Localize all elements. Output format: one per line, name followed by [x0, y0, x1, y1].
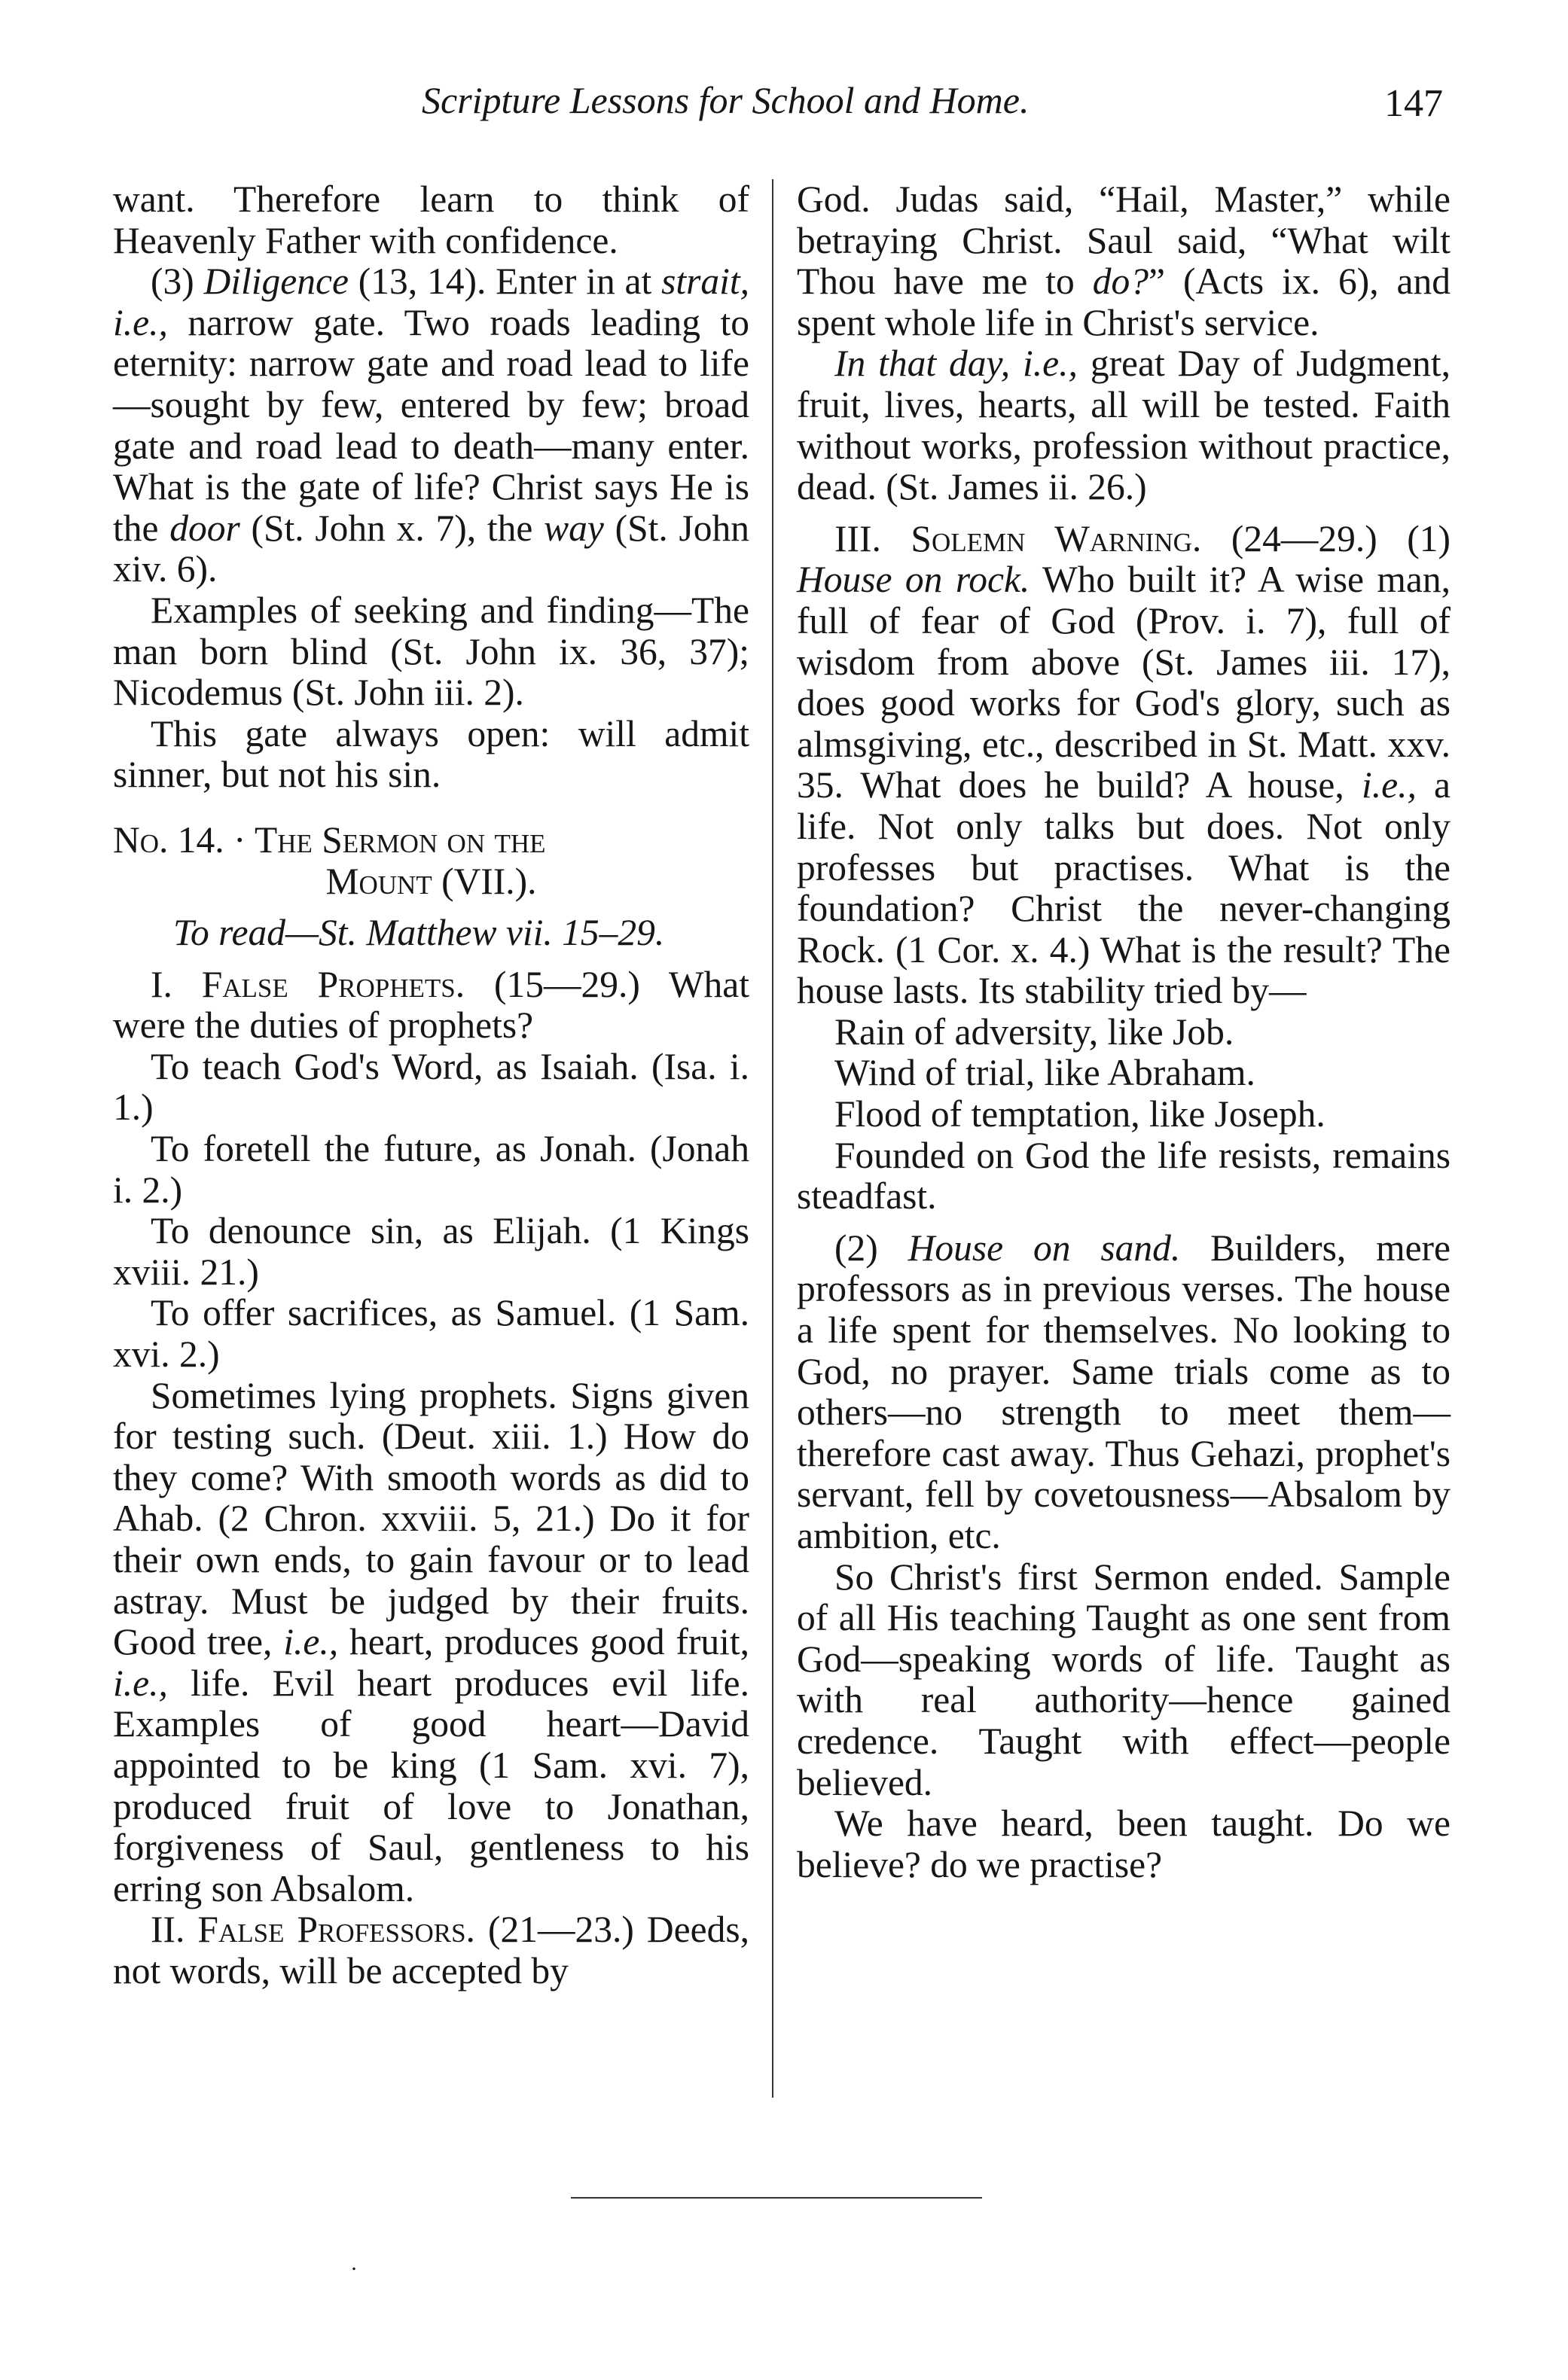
paragraph-closing-question: We have heard, been taught. Do we believe? do we practise? [797, 1803, 1451, 1885]
text: (13, 14). Enter in at [358, 261, 652, 303]
verse-reference: (24—29.) [1231, 517, 1377, 559]
text: heart, produces good fruit, [349, 1621, 750, 1663]
paragraph-intro [113, 179, 749, 261]
paragraph-examples: Examples of seeking and finding—The man born blind (St. John ix. 36, 37); Nicodemus (St. John iii. 2). [113, 589, 749, 714]
trial-item: Flood of temptation, like Joseph. [834, 1093, 1325, 1135]
lesson-heading-line: No. 14. · The Sermon on the [113, 818, 546, 861]
paragraph-gate: This gate always open: will admit sinner, but not his sin. [113, 712, 749, 796]
text: (St. John x. 7), the [251, 507, 533, 549]
to-read-reference: To read—St. Matthew vii. 15–29. [173, 912, 665, 954]
duty-item: To offer sacrifices, as Samuel. (1 Sam. xvi. 2.) [113, 1292, 749, 1376]
text: Builders, mere professors as in previous verses. The house a life spent for themselves. No looking to God, no prayer. Same trials come as to others—no strength to meet them—therefore cast away. Thus Gehazi, prophet's servant, fell by covetousness—Absalom by ambition, etc. [797, 1227, 1451, 1556]
section-heading: III. Solemn Warning. [834, 517, 1202, 559]
text: life. Evil heart produces evil life. Examples of good heart—David appointed to be king (1 Sam. xvi. 7), produced fruit of love to Jonathan, forgiveness of Saul, gentleness to his erring son Absalom. [113, 1662, 749, 1909]
trial-item: Wind of trial, like Abraham. [834, 1052, 1255, 1094]
emphasis: i.e., [1361, 764, 1417, 806]
paragraph-house-on-sand [797, 1228, 1451, 1557]
section-heading: II. False Professors. [151, 1909, 475, 1951]
duty-item: To denounce sin, as Elijah. (1 Kings xviii. 21.) [113, 1210, 749, 1293]
emphasis: In that day, i.e., [834, 343, 1078, 385]
text: Who built it? A wise man, full of fear of God (Prov. i. 7), full of wisdom from above (St. James iii. 17), does good works for God's glory, such as almsgiving, etc., described in St. Matt. xxv. 35. What does he build? A house, [797, 559, 1451, 806]
emphasis: i.e., [113, 1662, 168, 1704]
right-column [797, 179, 1451, 1885]
text: narrow gate. Two roads leading to eternity: narrow gate and road lead to life—sought by few, entered by few; broad gate and road lead to death—many enter. What is the gate of life? Christ says He is the [113, 301, 749, 549]
text: Sometimes lying prophets. Signs given for testing such. (Deut. xiii. 1.) How do they come? With smooth words as did to Ahab. (2 Chron. xxviii. 5, 21.) Do it for their own ends, to gain favour or to lead astray. Must be judged by their fruits. Good tree, [113, 1374, 749, 1663]
verse-reference: (15—29.) [493, 963, 640, 1005]
text: (St. John xiv. 6). [113, 507, 750, 590]
point-title: Diligence [203, 261, 349, 303]
paragraph-continuation [797, 179, 1451, 343]
section-false-professors [113, 1909, 749, 1991]
emphasis: strait, i.e., [113, 261, 749, 343]
point-title: House on rock. [797, 559, 1030, 601]
duty-item: To foretell the future, as Jonah. (Jonah i. 2.) [113, 1128, 749, 1211]
column-divider [772, 179, 773, 2098]
paragraph-judgment [797, 343, 1451, 507]
text: God. Judas said, “Hail, Master,” while betraying Christ. Saul said, “What wilt Thou have me to [797, 178, 1451, 303]
emphasis: door [169, 507, 240, 549]
point-number: (2) [834, 1227, 878, 1269]
trial-item: Rain of adversity, like Job. [834, 1010, 1234, 1053]
bottom-rule [571, 2197, 982, 2199]
trial-item: Founded on God the life resists, remains steadfast. [797, 1134, 1451, 1217]
text: ” (Acts ix. 6), and spent whole life in Christ's service. [797, 261, 1451, 343]
point-title: House on sand. [908, 1227, 1181, 1269]
printer-mark: · [350, 2257, 358, 2281]
paragraph-sermon-ended: So Christ's first Sermon ended. Sample of all His teaching Taught as one sent from God—speaking words of life. Taught as with real authority—hence gained credence. Taught with effect—people believed. [797, 1556, 1451, 1803]
section-solemn-warning [797, 519, 1451, 1012]
text: want. Therefore learn to think of Heavenly Father with confidence. [113, 178, 749, 261]
emphasis: i.e., [283, 1621, 339, 1663]
text: great Day of Judgment, fruit, lives, hearts, all will be tested. Faith without works, profession without practice, dead. (St. James ii. 26.) [797, 343, 1451, 508]
emphasis: do? [1092, 261, 1149, 303]
point-number: (1) [1407, 517, 1451, 559]
page-number: 147 [1384, 82, 1443, 125]
section-heading: I. False Prophets. [151, 963, 465, 1005]
running-title: Scripture Lessons for School and Home. [422, 79, 1030, 121]
lesson-heading-continued [113, 861, 749, 903]
text: a life. Not only talks but does. Not only professes but practises. What is the foundation? Christ the never-changing Rock. (1 Cor. x. 4.) What is the result? The house lasts. Its stability tried by— [797, 764, 1451, 1012]
section-false-prophets [113, 964, 749, 1047]
left-column [113, 179, 749, 1992]
lesson-heading [113, 820, 749, 861]
paragraph-lying-prophets [113, 1376, 749, 1910]
text: Deeds, not words, will be accepted by [113, 1909, 749, 1991]
duty-item: To teach God's Word, as Isaiah. (Isa. i. 1.) [113, 1045, 749, 1129]
paragraph-diligence [113, 261, 749, 590]
verse-reference: (21—23.) [488, 1909, 634, 1951]
point-number: (3) [151, 261, 194, 303]
lesson-heading-line: Mount (VII.). [325, 860, 537, 902]
text: What were the duties of prophets? [113, 963, 750, 1047]
emphasis: way [544, 507, 604, 549]
